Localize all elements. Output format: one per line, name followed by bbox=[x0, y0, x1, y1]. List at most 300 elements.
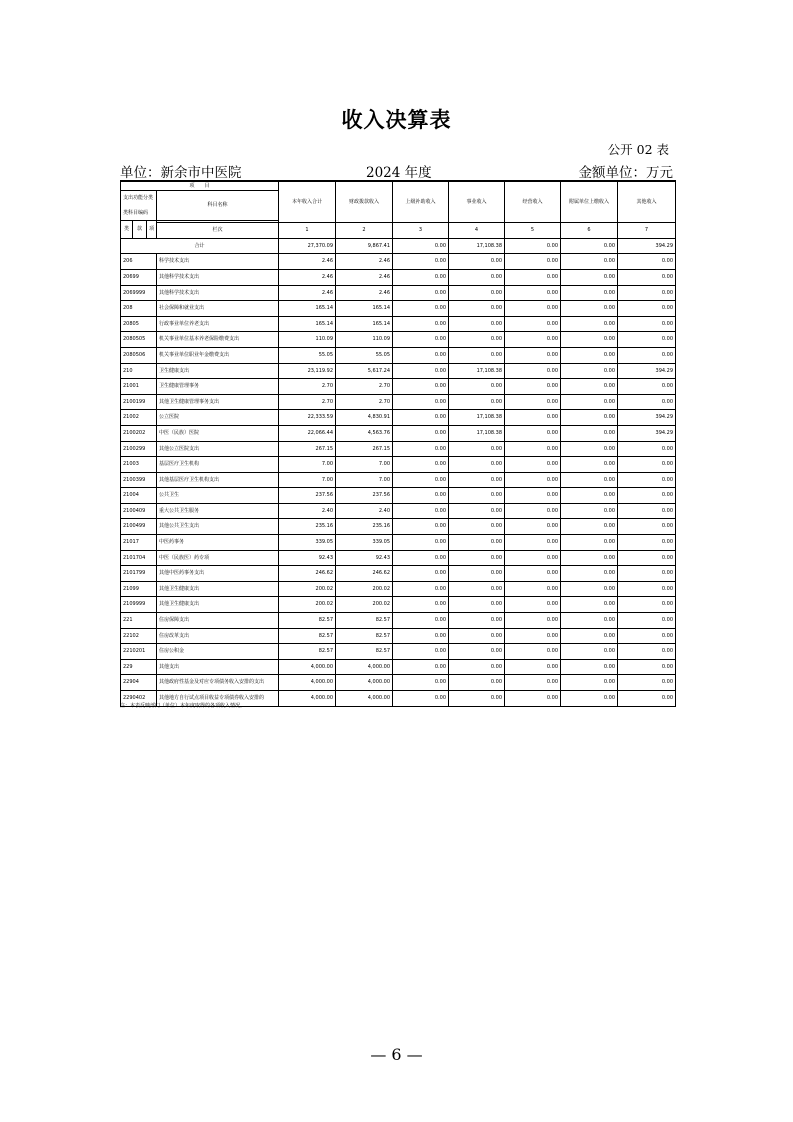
table-row bbox=[121, 644, 676, 660]
amount-cell: 0.00 bbox=[505, 472, 561, 488]
amount-cell: 0.00 bbox=[449, 566, 505, 582]
amount-cell: 0.00 bbox=[449, 659, 505, 675]
amount-cell: 92.43 bbox=[336, 550, 393, 566]
total-value: 0.00 bbox=[393, 238, 449, 254]
amount-cell: 0.00 bbox=[393, 347, 449, 363]
amount-cell: 2.46 bbox=[279, 269, 336, 285]
amount-cell: 7.00 bbox=[336, 457, 393, 473]
amount-cell: 0.00 bbox=[449, 613, 505, 629]
amount-cell: 0.00 bbox=[561, 441, 618, 457]
amount-cell: 23,119.92 bbox=[279, 363, 336, 379]
money-unit-label: 金额单位：万元 bbox=[578, 165, 673, 181]
amount-cell: 17,108.38 bbox=[449, 363, 505, 379]
subject-name: 其他卫生健康管理事务支出 bbox=[157, 394, 279, 410]
amount-cell: 82.57 bbox=[336, 613, 393, 629]
table-row bbox=[121, 659, 676, 675]
amount-cell: 17,108.38 bbox=[449, 425, 505, 441]
table-row bbox=[121, 269, 676, 285]
amount-cell: 0.00 bbox=[618, 644, 676, 660]
amount-cell: 0.00 bbox=[561, 597, 618, 613]
subject-code: 2100299 bbox=[121, 441, 157, 457]
table-row bbox=[121, 581, 676, 597]
amount-cell: 0.00 bbox=[449, 691, 505, 707]
subject-code: 21003 bbox=[121, 457, 157, 473]
table-row bbox=[121, 566, 676, 582]
table-row bbox=[121, 332, 676, 348]
amount-cell: 0.00 bbox=[505, 394, 561, 410]
amount-cell: 2.70 bbox=[279, 379, 336, 395]
amount-cell: 0.00 bbox=[618, 332, 676, 348]
amount-cell: 165.14 bbox=[279, 301, 336, 317]
header-row-project bbox=[121, 181, 676, 191]
amount-cell: 0.00 bbox=[505, 644, 561, 660]
amount-cell: 235.16 bbox=[279, 519, 336, 535]
amount-cell: 0.00 bbox=[449, 394, 505, 410]
amount-cell: 0.00 bbox=[393, 301, 449, 317]
amount-cell: 0.00 bbox=[561, 301, 618, 317]
amount-cell: 0.00 bbox=[449, 316, 505, 332]
amount-cell: 0.00 bbox=[393, 332, 449, 348]
subject-code: 2100409 bbox=[121, 503, 157, 519]
subject-code: 22904 bbox=[121, 675, 157, 691]
amount-cell: 0.00 bbox=[449, 441, 505, 457]
amount-cell: 0.00 bbox=[505, 457, 561, 473]
amount-cell: 0.00 bbox=[449, 332, 505, 348]
amount-cell: 7.00 bbox=[279, 472, 336, 488]
amount-cell: 0.00 bbox=[618, 285, 676, 301]
amount-cell: 82.57 bbox=[279, 628, 336, 644]
amount-cell: 0.00 bbox=[561, 472, 618, 488]
amount-cell: 0.00 bbox=[505, 425, 561, 441]
amount-cell: 0.00 bbox=[505, 379, 561, 395]
total-row bbox=[121, 238, 676, 254]
amount-cell: 92.43 bbox=[279, 550, 336, 566]
header-col-7: 其他收入 bbox=[618, 181, 676, 223]
header-subject-name: 科目名称 bbox=[157, 191, 279, 221]
col-number: 1 bbox=[279, 223, 336, 239]
amount-cell: 200.02 bbox=[336, 597, 393, 613]
amount-cell: 0.00 bbox=[505, 519, 561, 535]
table-note: 注：本表反映部门（单位）本年度取得的各项收入情况。 bbox=[120, 703, 246, 709]
amount-cell: 0.00 bbox=[505, 628, 561, 644]
amount-cell: 2.70 bbox=[279, 394, 336, 410]
amount-cell: 0.00 bbox=[561, 425, 618, 441]
subject-code: 21002 bbox=[121, 410, 157, 426]
amount-cell: 55.05 bbox=[336, 347, 393, 363]
header-row-colnums bbox=[121, 223, 676, 239]
subject-name: 其他中医药事务支出 bbox=[157, 566, 279, 582]
amount-cell: 0.00 bbox=[449, 628, 505, 644]
amount-cell: 2.46 bbox=[336, 285, 393, 301]
amount-cell: 0.00 bbox=[393, 410, 449, 426]
amount-cell: 0.00 bbox=[449, 597, 505, 613]
amount-cell: 0.00 bbox=[393, 488, 449, 504]
subject-name: 中医（民族医）药专项 bbox=[157, 550, 279, 566]
amount-cell: 0.00 bbox=[393, 675, 449, 691]
amount-cell: 0.00 bbox=[561, 488, 618, 504]
amount-cell: 0.00 bbox=[449, 269, 505, 285]
amount-cell: 0.00 bbox=[393, 269, 449, 285]
subject-code: 21099 bbox=[121, 581, 157, 597]
amount-cell: 4,000.00 bbox=[279, 675, 336, 691]
table-row bbox=[121, 316, 676, 332]
table-row bbox=[121, 472, 676, 488]
subject-code: 2100199 bbox=[121, 394, 157, 410]
header-kuan: 款 bbox=[133, 221, 147, 239]
amount-cell: 0.00 bbox=[393, 425, 449, 441]
subject-code: 2080505 bbox=[121, 332, 157, 348]
amount-cell: 0.00 bbox=[561, 457, 618, 473]
amount-cell: 0.00 bbox=[449, 488, 505, 504]
amount-cell: 0.00 bbox=[449, 550, 505, 566]
table-row bbox=[121, 379, 676, 395]
amount-cell: 0.00 bbox=[449, 457, 505, 473]
page-number: — 6 — bbox=[370, 1045, 423, 1064]
amount-cell: 110.09 bbox=[279, 332, 336, 348]
amount-cell: 0.00 bbox=[561, 316, 618, 332]
amount-cell: 0.00 bbox=[561, 566, 618, 582]
amount-cell: 55.05 bbox=[279, 347, 336, 363]
subject-code: 2100499 bbox=[121, 519, 157, 535]
amount-cell: 0.00 bbox=[393, 644, 449, 660]
amount-cell: 0.00 bbox=[561, 285, 618, 301]
subject-code: 21017 bbox=[121, 535, 157, 551]
col-number: 4 bbox=[449, 223, 505, 239]
amount-cell: 22,066.44 bbox=[279, 425, 336, 441]
amount-cell: 0.00 bbox=[618, 441, 676, 457]
amount-cell: 0.00 bbox=[449, 519, 505, 535]
amount-cell: 0.00 bbox=[393, 363, 449, 379]
amount-cell: 165.14 bbox=[279, 316, 336, 332]
table-row bbox=[121, 441, 676, 457]
amount-cell: 0.00 bbox=[618, 691, 676, 707]
header-col-6: 附属单位上缴收入 bbox=[561, 181, 618, 223]
amount-cell: 0.00 bbox=[505, 535, 561, 551]
amount-cell: 0.00 bbox=[618, 254, 676, 270]
amount-cell: 0.00 bbox=[393, 535, 449, 551]
amount-cell: 0.00 bbox=[505, 363, 561, 379]
amount-cell: 0.00 bbox=[618, 347, 676, 363]
header-func-class: 支出功能分类 bbox=[121, 191, 157, 206]
total-value: 394.29 bbox=[618, 238, 676, 254]
amount-cell: 0.00 bbox=[505, 301, 561, 317]
subject-name: 重大公共卫生服务 bbox=[157, 503, 279, 519]
amount-cell: 0.00 bbox=[561, 628, 618, 644]
amount-cell: 0.00 bbox=[505, 347, 561, 363]
amount-cell: 0.00 bbox=[618, 457, 676, 473]
amount-cell: 2.70 bbox=[336, 394, 393, 410]
amount-cell: 0.00 bbox=[618, 519, 676, 535]
table-row bbox=[121, 675, 676, 691]
unit-label: 单位：新余市中医院 bbox=[120, 165, 242, 181]
amount-cell: 165.14 bbox=[336, 316, 393, 332]
table-row bbox=[121, 535, 676, 551]
amount-cell: 0.00 bbox=[393, 285, 449, 301]
amount-cell: 82.57 bbox=[279, 644, 336, 660]
amount-cell: 82.57 bbox=[336, 628, 393, 644]
subject-name: 机关事业单位职业年金缴费支出 bbox=[157, 347, 279, 363]
amount-cell: 0.00 bbox=[561, 503, 618, 519]
amount-cell: 0.00 bbox=[618, 675, 676, 691]
subject-name: 其他卫生健康支出 bbox=[157, 581, 279, 597]
amount-cell: 0.00 bbox=[393, 566, 449, 582]
subject-code: 2101704 bbox=[121, 550, 157, 566]
subject-name: 住房保障支出 bbox=[157, 613, 279, 629]
subject-name: 公立医院 bbox=[157, 410, 279, 426]
amount-cell: 0.00 bbox=[561, 644, 618, 660]
table-row bbox=[121, 347, 676, 363]
amount-cell: 0.00 bbox=[505, 316, 561, 332]
header-row-label: 栏次 bbox=[157, 223, 279, 239]
subject-code: 2109999 bbox=[121, 597, 157, 613]
amount-cell: 0.00 bbox=[393, 613, 449, 629]
amount-cell: 0.00 bbox=[393, 519, 449, 535]
subject-name: 其他支出 bbox=[157, 659, 279, 675]
amount-cell: 4,000.00 bbox=[336, 659, 393, 675]
table-row bbox=[121, 613, 676, 629]
amount-cell: 0.00 bbox=[561, 519, 618, 535]
amount-cell: 0.00 bbox=[449, 347, 505, 363]
amount-cell: 2.46 bbox=[279, 285, 336, 301]
amount-cell: 246.62 bbox=[279, 566, 336, 582]
amount-cell: 237.56 bbox=[279, 488, 336, 504]
table-row bbox=[121, 597, 676, 613]
amount-cell: 0.00 bbox=[393, 503, 449, 519]
subject-name: 中医（民族）医院 bbox=[157, 425, 279, 441]
amount-cell: 2.46 bbox=[336, 269, 393, 285]
amount-cell: 0.00 bbox=[505, 410, 561, 426]
header-col-1: 本年收入合计 bbox=[279, 181, 336, 223]
total-value: 27,370.09 bbox=[279, 238, 336, 254]
amount-cell: 0.00 bbox=[561, 347, 618, 363]
subject-code: 2210201 bbox=[121, 644, 157, 660]
total-value: 0.00 bbox=[561, 238, 618, 254]
amount-cell: 0.00 bbox=[393, 550, 449, 566]
subject-name: 其他公共卫生支出 bbox=[157, 519, 279, 535]
page-title: 收入决算表 bbox=[341, 108, 452, 132]
amount-cell: 0.00 bbox=[393, 691, 449, 707]
header-col-4: 事业收入 bbox=[449, 181, 505, 223]
subject-code: 2069999 bbox=[121, 285, 157, 301]
amount-cell: 7.00 bbox=[336, 472, 393, 488]
subject-name: 基层医疗卫生机构 bbox=[157, 457, 279, 473]
amount-cell: 339.05 bbox=[336, 535, 393, 551]
amount-cell: 0.00 bbox=[618, 301, 676, 317]
subject-code: 21001 bbox=[121, 379, 157, 395]
amount-cell: 394.29 bbox=[618, 410, 676, 426]
total-value: 9,867.41 bbox=[336, 238, 393, 254]
amount-cell: 0.00 bbox=[618, 503, 676, 519]
subject-code: 20805 bbox=[121, 316, 157, 332]
amount-cell: 0.00 bbox=[618, 566, 676, 582]
amount-cell: 7.00 bbox=[279, 457, 336, 473]
subject-name: 住房公积金 bbox=[157, 644, 279, 660]
subject-name: 其他政府性基金及对应专项债务收入安排的支出 bbox=[157, 675, 279, 691]
col-number: 3 bbox=[393, 223, 449, 239]
table-row bbox=[121, 488, 676, 504]
subject-code: 2101799 bbox=[121, 566, 157, 582]
amount-cell: 0.00 bbox=[561, 675, 618, 691]
subject-code: 229 bbox=[121, 659, 157, 675]
subject-name: 中医药事务 bbox=[157, 535, 279, 551]
table-row bbox=[121, 519, 676, 535]
amount-cell: 82.57 bbox=[336, 644, 393, 660]
amount-cell: 237.56 bbox=[336, 488, 393, 504]
subject-code: 21004 bbox=[121, 488, 157, 504]
amount-cell: 2.46 bbox=[336, 254, 393, 270]
subject-code: 210 bbox=[121, 363, 157, 379]
amount-cell: 0.00 bbox=[393, 659, 449, 675]
subject-code: 221 bbox=[121, 613, 157, 629]
amount-cell: 0.00 bbox=[449, 644, 505, 660]
amount-cell: 4,563.76 bbox=[336, 425, 393, 441]
table-row bbox=[121, 301, 676, 317]
table-row bbox=[121, 628, 676, 644]
amount-cell: 0.00 bbox=[561, 659, 618, 675]
amount-cell: 4,000.00 bbox=[336, 691, 393, 707]
subject-name: 其他公立医院支出 bbox=[157, 441, 279, 457]
header-lei: 类 bbox=[121, 221, 133, 239]
amount-cell: 0.00 bbox=[561, 394, 618, 410]
amount-cell: 4,000.00 bbox=[279, 691, 336, 707]
amount-cell: 0.00 bbox=[618, 269, 676, 285]
amount-cell: 5,617.24 bbox=[336, 363, 393, 379]
subject-name: 公共卫生 bbox=[157, 488, 279, 504]
amount-cell: 4,830.91 bbox=[336, 410, 393, 426]
amount-cell: 2.40 bbox=[336, 503, 393, 519]
subject-code: 2100399 bbox=[121, 472, 157, 488]
total-label: 合计 bbox=[121, 238, 279, 254]
subject-name: 其他地方自行试点项目收益专项债券收入安排的 bbox=[157, 691, 279, 707]
amount-cell: 0.00 bbox=[505, 675, 561, 691]
col-number: 2 bbox=[336, 223, 393, 239]
amount-cell: 0.00 bbox=[393, 597, 449, 613]
amount-cell: 0.00 bbox=[618, 659, 676, 675]
header-project: 项 目 bbox=[121, 181, 279, 191]
amount-cell: 267.15 bbox=[336, 441, 393, 457]
header-subject-code: 类科目编码 bbox=[121, 206, 157, 221]
amount-cell: 0.00 bbox=[618, 488, 676, 504]
amount-cell: 0.00 bbox=[505, 597, 561, 613]
amount-cell: 0.00 bbox=[393, 394, 449, 410]
amount-cell: 0.00 bbox=[393, 316, 449, 332]
amount-cell: 2.46 bbox=[279, 254, 336, 270]
amount-cell: 0.00 bbox=[561, 691, 618, 707]
amount-cell: 0.00 bbox=[618, 316, 676, 332]
subject-name: 科学技术支出 bbox=[157, 254, 279, 270]
subject-name: 其他基层医疗卫生机构支出 bbox=[157, 472, 279, 488]
amount-cell: 0.00 bbox=[618, 379, 676, 395]
amount-cell: 0.00 bbox=[505, 503, 561, 519]
unit-line bbox=[120, 161, 673, 179]
amount-cell: 0.00 bbox=[505, 332, 561, 348]
amount-cell: 0.00 bbox=[618, 394, 676, 410]
col-number: 5 bbox=[505, 223, 561, 239]
amount-cell: 267.15 bbox=[279, 441, 336, 457]
amount-cell: 200.02 bbox=[336, 581, 393, 597]
amount-cell: 2.70 bbox=[336, 379, 393, 395]
header-col-3: 上级补助收入 bbox=[393, 181, 449, 223]
amount-cell: 0.00 bbox=[561, 379, 618, 395]
amount-cell: 110.09 bbox=[336, 332, 393, 348]
amount-cell: 0.00 bbox=[393, 441, 449, 457]
income-table bbox=[120, 180, 676, 707]
subject-name: 机关事业单位基本养老保险缴费支出 bbox=[157, 332, 279, 348]
amount-cell: 0.00 bbox=[561, 269, 618, 285]
amount-cell: 0.00 bbox=[449, 254, 505, 270]
amount-cell: 0.00 bbox=[449, 503, 505, 519]
year-label: 2024 年度 bbox=[366, 165, 432, 181]
table-row bbox=[121, 394, 676, 410]
subject-code: 2290402 bbox=[121, 691, 157, 707]
table-row bbox=[121, 410, 676, 426]
subject-name: 其他科学技术支出 bbox=[157, 285, 279, 301]
amount-cell: 0.00 bbox=[505, 581, 561, 597]
header-col-2: 财政拨款收入 bbox=[336, 181, 393, 223]
table-row bbox=[121, 550, 676, 566]
amount-cell: 0.00 bbox=[393, 628, 449, 644]
amount-cell: 0.00 bbox=[393, 379, 449, 395]
subject-code: 22102 bbox=[121, 628, 157, 644]
table-row bbox=[121, 285, 676, 301]
amount-cell: 0.00 bbox=[618, 472, 676, 488]
amount-cell: 200.02 bbox=[279, 581, 336, 597]
amount-cell: 0.00 bbox=[618, 628, 676, 644]
amount-cell: 0.00 bbox=[618, 581, 676, 597]
subject-code: 208 bbox=[121, 301, 157, 317]
amount-cell: 0.00 bbox=[561, 332, 618, 348]
amount-cell: 0.00 bbox=[505, 550, 561, 566]
amount-cell: 22,333.59 bbox=[279, 410, 336, 426]
amount-cell: 0.00 bbox=[505, 566, 561, 582]
header-col-5: 经营收入 bbox=[505, 181, 561, 223]
table-row bbox=[121, 254, 676, 270]
amount-cell: 0.00 bbox=[449, 675, 505, 691]
amount-cell: 0.00 bbox=[561, 613, 618, 629]
amount-cell: 235.16 bbox=[336, 519, 393, 535]
subject-code: 20699 bbox=[121, 269, 157, 285]
amount-cell: 200.02 bbox=[279, 597, 336, 613]
amount-cell: 0.00 bbox=[505, 488, 561, 504]
amount-cell: 0.00 bbox=[505, 659, 561, 675]
amount-cell: 0.00 bbox=[505, 285, 561, 301]
amount-cell: 0.00 bbox=[393, 254, 449, 270]
amount-cell: 339.05 bbox=[279, 535, 336, 551]
amount-cell: 2.40 bbox=[279, 503, 336, 519]
amount-cell: 0.00 bbox=[449, 301, 505, 317]
subject-name: 行政事业单位养老支出 bbox=[157, 316, 279, 332]
amount-cell: 0.00 bbox=[505, 269, 561, 285]
subject-name: 卫生健康管理事务 bbox=[157, 379, 279, 395]
table-row bbox=[121, 363, 676, 379]
subject-code: 2100202 bbox=[121, 425, 157, 441]
table-row bbox=[121, 503, 676, 519]
amount-cell: 0.00 bbox=[449, 285, 505, 301]
amount-cell: 394.29 bbox=[618, 425, 676, 441]
form-number: 公开 02 表 bbox=[607, 142, 669, 157]
subject-code: 2080506 bbox=[121, 347, 157, 363]
amount-cell: 0.00 bbox=[449, 535, 505, 551]
subject-name: 其他卫生健康支出 bbox=[157, 597, 279, 613]
amount-cell: 165.14 bbox=[336, 301, 393, 317]
subject-name: 卫生健康支出 bbox=[157, 363, 279, 379]
amount-cell: 0.00 bbox=[561, 410, 618, 426]
amount-cell: 17,108.38 bbox=[449, 410, 505, 426]
amount-cell: 0.00 bbox=[393, 581, 449, 597]
col-number: 7 bbox=[618, 223, 676, 239]
amount-cell: 0.00 bbox=[505, 691, 561, 707]
amount-cell: 0.00 bbox=[561, 363, 618, 379]
